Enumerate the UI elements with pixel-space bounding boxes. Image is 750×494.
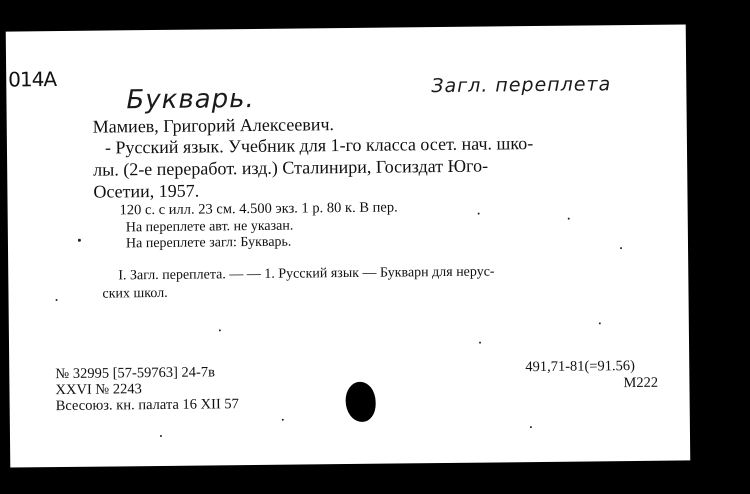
tracing-line: ских школ. — [102, 285, 168, 302]
author-mark: М222 — [623, 374, 659, 392]
speck — [478, 213, 480, 215]
title-line: лы. (2-е переработ. изд.) Сталинири, Госиздат Юго- — [93, 155, 489, 180]
card-number: № 32995 [57-59763] 24-7в — [55, 364, 216, 383]
speck — [568, 218, 570, 220]
note-line: На переплете авт. не указан. — [125, 218, 294, 236]
ink-blot — [345, 382, 375, 422]
speck — [219, 329, 221, 331]
speck — [78, 239, 81, 242]
handwritten-note: Загл. переплета — [431, 73, 612, 98]
tracing-line: I. Загл. переплета. — — 1. Русский язык — Букварн для нерус- — [118, 264, 495, 284]
catalog-card — [6, 24, 691, 467]
speck — [160, 435, 162, 437]
series-number: XXVI № 2243 — [55, 381, 142, 399]
physical-description: 120 с. с илл. 23 см. 4.500 экз. 1 р. 80 к. В пер. — [119, 199, 398, 219]
speck — [282, 419, 284, 421]
speck — [56, 299, 58, 301]
handwritten-title: Букварь. — [126, 83, 255, 116]
author-heading: Мамиев, Григорий Алексеевич. — [92, 114, 335, 137]
speck — [530, 426, 532, 428]
title-line: Осетии, 1957. — [93, 180, 200, 202]
classification-code: 491,71-81(=91.56) — [525, 358, 636, 376]
speck — [479, 342, 481, 344]
note-line: На переплете загл: Букварь. — [125, 234, 292, 252]
card-code: 014A — [8, 67, 57, 92]
speck — [620, 247, 622, 249]
speck — [599, 322, 601, 324]
book-chamber: Всесоюз. кн. палата 16 XII 57 — [55, 396, 239, 415]
title-line: - Русский язык. Учебник для 1-го класса осет. нач. шко- — [104, 133, 534, 158]
